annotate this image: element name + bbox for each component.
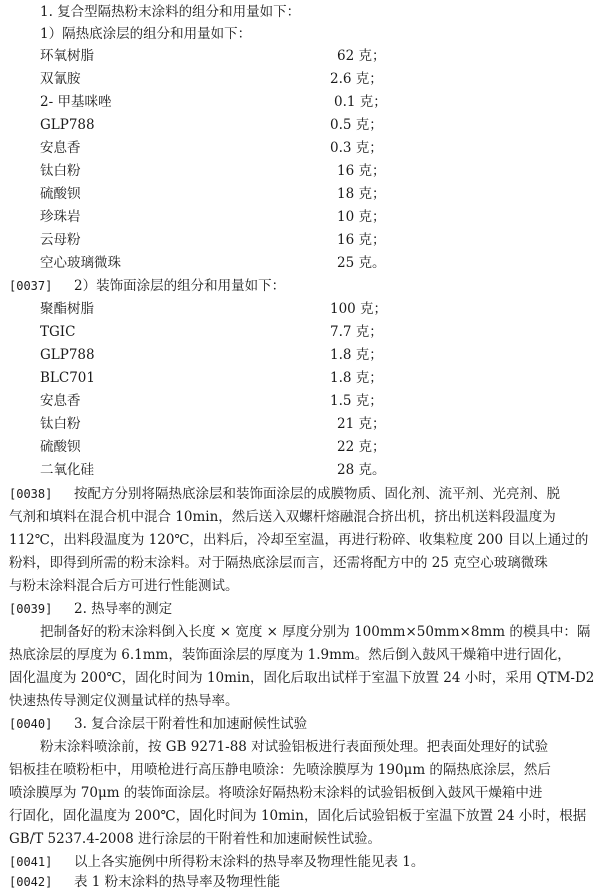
component-amount: 1.5 克； xyxy=(330,393,383,409)
component-name: BLC701 xyxy=(40,370,95,386)
component-amount: 0.3 克； xyxy=(330,140,383,156)
paragraph-line: 行固化，固化温度为 200℃，固化时间为 10min，固化后试验铝板于室温下放置 24 小时，根据 xyxy=(9,808,587,824)
component-amount: 7.7 克； xyxy=(330,324,383,340)
component-amount: 16 克； xyxy=(337,163,386,179)
component-name: 珍珠岩 xyxy=(40,209,81,225)
section-title: 3. 复合涂层干附着性和加速耐候性试验 xyxy=(74,716,308,732)
component-amount: 25 克。 xyxy=(337,255,386,271)
component-name: TGIC xyxy=(40,324,76,340)
component-name: 2- 甲基咪唑 xyxy=(40,94,112,110)
component-amount: 21 克； xyxy=(337,416,386,432)
component-name: 安息香 xyxy=(40,393,81,409)
component-name: GLP788 xyxy=(40,347,95,363)
component-name: 安息香 xyxy=(40,140,81,156)
component-amount: 62 克； xyxy=(337,48,386,64)
component-amount: 0.5 克； xyxy=(330,117,383,133)
paragraph-number: [0040] xyxy=(9,717,53,731)
paragraph-line: 把制备好的粉末涂料倒入长度 × 宽度 × 厚度分别为 100mm×50mm×8mm 的模具中：隔 xyxy=(40,624,591,640)
paragraph-number: [0037] xyxy=(9,279,53,293)
component-name: 双氰胺 xyxy=(40,71,81,87)
paragraph-number: [0039] xyxy=(9,602,53,616)
component-amount: 0.1 克； xyxy=(334,94,387,110)
component-amount: 10 克； xyxy=(337,209,386,225)
component-name: 钛白粉 xyxy=(40,416,81,432)
component-amount: 28 克。 xyxy=(337,462,386,478)
paragraph-line: 与粉末涂料混合后方可进行性能测试。 xyxy=(9,578,239,594)
component-amount: 18 克； xyxy=(337,186,386,202)
paragraph-line: 粉料，即得到所需的粉末涂料。对于隔热底涂层而言，还需将配方中的 25 克空心玻璃微珠 xyxy=(9,555,548,571)
section1-subheading: 1）隔热底涂层的组分和用量如下： xyxy=(40,26,252,42)
component-name: 空心玻璃微珠 xyxy=(40,255,121,271)
paragraph-line: 按配方分别将隔热底涂层和装饰面涂层的成膜物质、固化剂、流平剂、光亮剂、脱 xyxy=(74,486,560,502)
paragraph-line: 固化温度为 200℃，固化时间为 10min，固化后取出试样于室温下放置 24 小时，采用 QTM-D2 xyxy=(9,670,595,686)
component-amount: 1.8 克； xyxy=(330,347,383,363)
paragraph-line: 气剂和填料在混合机中混合 10min，然后送入双螺杆熔融混合挤出机，挤出机送料段温度为 xyxy=(9,509,556,525)
component-amount: 1.8 克； xyxy=(330,370,383,386)
paragraph-line: 热底涂层的厚度为 6.1mm，装饰面涂层的厚度为 1.9mm。然后倒入鼓风干燥箱中进行固化， xyxy=(9,647,571,663)
paragraph-number: [0038] xyxy=(9,487,53,501)
component-amount: 100 克； xyxy=(330,301,388,317)
section1-heading: 1. 复合型隔热粉末涂料的组分和用量如下： xyxy=(40,4,301,20)
paragraph-line: 粉末涂料喷涂前，按 GB 9271-88 对试验铝板进行表面预处理。把表面处理好的试验 xyxy=(40,739,549,755)
paragraph-line: 以上各实施例中所得粉末涂料的热导率及物理性能见表 1。 xyxy=(74,854,425,870)
paragraph-number: [0041] xyxy=(9,855,53,869)
paragraph-line: 喷涂膜厚为 70μm 的装饰面涂层。将喷涂好隔热粉末涂料的试验铝板倒入鼓风干燥箱中进 xyxy=(9,785,543,801)
paragraph-line: 112℃，出料段温度为 120℃，出料后，冷却至室温，再进行粉碎、收集粒度 200 目以上通过的 xyxy=(9,532,589,548)
component-name: 环氧树脂 xyxy=(40,48,94,64)
table-caption: 表 1 粉末涂料的热导率及物理性能 xyxy=(74,874,281,890)
component-name: 聚酯树脂 xyxy=(40,301,94,317)
component-amount: 22 克； xyxy=(337,439,386,455)
paragraph-line: 铝板挂在喷粉柜中，用喷枪进行高压静电喷涂：先喷涂膜厚为 190μm 的隔热底涂层，然后 xyxy=(9,762,551,778)
component-name: 二氧化硅 xyxy=(40,462,94,478)
component-amount: 16 克； xyxy=(337,232,386,248)
component-name: GLP788 xyxy=(40,117,95,133)
paragraph-line: GB/T 5237.4-2008 进行涂层的干附着性和加速耐候性试验。 xyxy=(9,831,381,847)
component-amount: 2.6 克； xyxy=(330,71,383,87)
component-name: 硫酸钡 xyxy=(40,439,81,455)
paragraph-number: [0042] xyxy=(9,875,53,889)
component-name: 钛白粉 xyxy=(40,163,81,179)
section2-subheading: 2）装饰面涂层的组分和用量如下： xyxy=(74,278,286,294)
section-title: 2. 热导率的测定 xyxy=(74,601,173,617)
component-name: 云母粉 xyxy=(40,232,81,248)
paragraph-line: 快速热传导测定仪测量试样的热导率。 xyxy=(9,693,239,709)
component-name: 硫酸钡 xyxy=(40,186,81,202)
